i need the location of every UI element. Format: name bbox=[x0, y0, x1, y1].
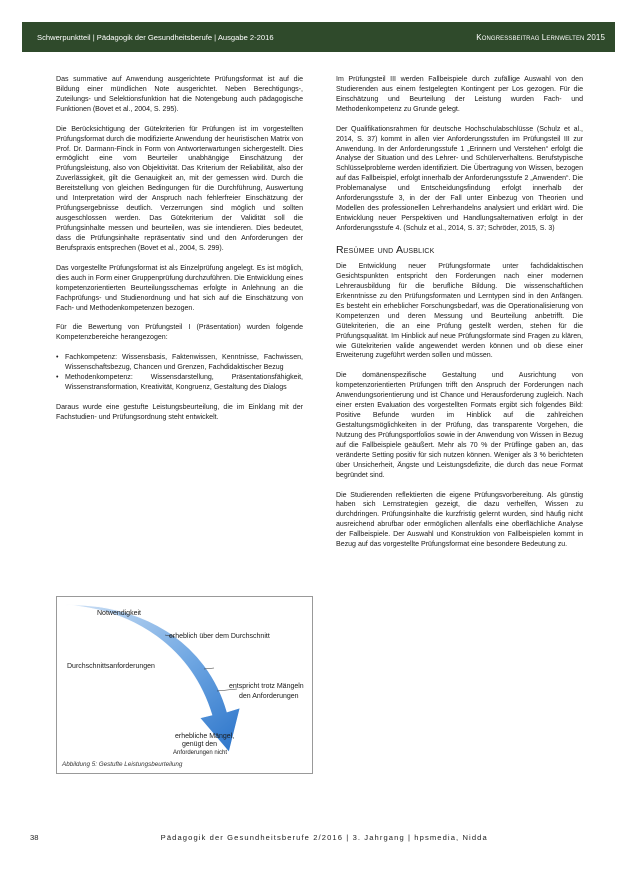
figure-graded-assessment bbox=[56, 596, 313, 774]
right-paragraph-3: Die Entwicklung neuer Prüfungsformate unter fachdidaktischen Gesichtspunkten entspricht den Forderungen nach einer modernen Lehrerausbildung für die berufliche Bildung. Die wissenschaftlichen Erkenntnisse zu den Prüfungsformaten und Lerntypen sind in den Anfängen. Es besteht ein erheblicher Forschungsbedarf, was die Operationalisierung von Kompetenzen und deren Messung und Beurteilung anbetrifft. Die Gütekriterien, die an eine Prüfung gestellt werden, stehen für die Prüfungsqualität. Im Hinblick auf neue Prüfungsformate sind Fragen zu klären, wie Gütekriterien valide angewendet werden können und ob diese einer Erweiterung zugeführt werden sollen und müssen. bbox=[336, 262, 583, 360]
footer-year: 3. Jahrgang bbox=[352, 832, 405, 842]
figure-label-insufficient-1: erhebliche Mängel, bbox=[175, 733, 235, 740]
left-paragraph-1: Das summative auf Anwendung ausgerichtete Prüfungsformat ist auf die Bildung einer mündlichen Note ausgerichtet. Neben Berechtigungs-, Zuteilungs- und Selektionsfunktion hat die Notengebung auch pädagogische Funktionen (Bovet et al., 2004, S. 295). bbox=[56, 76, 303, 113]
list-item-fachkompetenz: • Fachkompetenz: Wissensbasis, Faktenwissen, Kenntnisse, Fachwissen, Wissenschaftsbezug, Chancen und Grenzen, Fachdidaktischer Bezug bbox=[56, 353, 303, 373]
left-paragraph-4: Für die Bewertung von Prüfungsteil I (Präsentation) wurden folgende Kompetenzbereiche herangezogen: bbox=[56, 324, 303, 342]
left-column bbox=[56, 75, 303, 432]
list-item-methodenkompetenz: • Methodenkompetenz: Wissensdarstellung, Präsentationsfähigkeit, Wissenstransformation, Kreativität, Kongruenz, Gestaltung des Dialogs bbox=[56, 373, 303, 393]
header-article-type: Kongressbeitrag Lernwelten 2015 bbox=[476, 32, 605, 42]
header-section-info: Schwerpunktteil | Pädagogik der Gesundheitsberufe | Ausgabe 2-2016 bbox=[37, 32, 274, 42]
figure-label-average: Durchschnittsanforderungen bbox=[67, 663, 155, 670]
figure-label-insufficient-3: Anforderungen nicht bbox=[173, 750, 228, 756]
footer-publication-info bbox=[161, 833, 488, 842]
right-paragraph-1: Im Prüfungsteil III werden Fallbeispiele durch zufällige Auswahl von den Studierenden aus einem festgelegten Kontingent per Los gezogen. Für die Einschätzung und Beurteilung der Leistung wurden Fach- und Methodenkompetenz zu Grunde gelegt. bbox=[336, 76, 583, 113]
right-paragraph-2: Der Qualifikationsrahmen für deutsche Hochschulabschlüsse (Schulz et al., 2014, S. 37) kommt in allen vier Anforderungsstufen im Prüfungsteil III zur Anwendung. In der Anforderungsstufe 1 „Erinnern und Verstehen“ erfolgt die Analyse der Situation und des Lehrer- und Schülerverhaltens. Berufstypische Schlüsselprobleme werden identifiziert. Die Übertragung von Wissen, bezogen auf das Fallbeispiel, erfolgt innerhalb der Anforderungsstufe 2 „Anwenden“. Die Problemanalyse und Entscheidungsfindung erfolgt innerhalb der Anforderungsstufe 3, in der der Fall unter Einbezug von Theorien und Modellen des professionellen Lehrerhandelns analysiert und erklärt wird. Die Entwicklung neuer Perspektiven und Handlungsalternativen erfolgt in der Anforderungsstufe 4. (Schulz et al., 2014, S. 37; Schröder, 2015, S. 3) bbox=[336, 125, 583, 233]
right-column bbox=[336, 75, 583, 560]
page-header bbox=[22, 22, 615, 52]
figure-label-insufficient-2: genügt den bbox=[182, 741, 218, 748]
section-title-summary: Resümee und Ausblick bbox=[336, 243, 435, 256]
figure-label-top: Notwendigkeit bbox=[97, 610, 141, 617]
left-paragraph-2: Die Berücksichtigung der Gütekriterien für Prüfungen ist im vorgestellten Prüfungsformat durch die modifizierte Anwendung der heuristischen Matrix von Prof. Dr. Darmann-Finck in Form von Antworterwartungen sichergestellt. Dies ermöglicht eine vom Beurteiler unabhängige Einschätzung der Prüfungsleistung, also von Objektivität. Das Kriterium der Reliabilität, also der Zuverlässigkeit, gilt die Genauigkeit an, mit der gemessen wird. Durch die Bereitstellung von gleichen Bedingungen für die Durchführung, Auswertung und Interpretation wird der Anspruch nach fehlerfreier Einschätzung der Prüfungsergebnisse deutlich. Verzerrungen sind möglich und sollten ausgeschlossen werden. Das Gütekriterium der Validität soll die Prüfungsinhalte messen und beurteilen, was sie intendieren. Dies bedeutet, dass die Prüfungsinhalte repräsentativ sind und den Anforderungen der Berufspraxis entsprechen (Bovet et al., 2004, S. 299). bbox=[56, 125, 303, 253]
competence-list bbox=[56, 353, 303, 393]
footer-separator: | bbox=[408, 832, 412, 842]
footer-publisher: hpsmedia, Nidda bbox=[414, 832, 488, 842]
figure-label-meets-with-flaws-1: entspricht trotz Mängeln bbox=[229, 683, 304, 690]
footer-separator: | bbox=[346, 832, 350, 842]
figure-label-meets-with-flaws-2: den Anforderungen bbox=[239, 693, 299, 700]
footer-journal: Pädagogik der Gesundheitsberufe 2/2016 bbox=[160, 832, 344, 842]
right-paragraph-4: Die domänenspezifische Gestaltung und Ausrichtung von kompetenzorientierten Prüfungen trifft den Anspruch der Forderungen nach Anwendungsorientierung und ist Chance und Herausforderung zugleich. Nach einer ersten Evaluation des vorgestellten Formats ergibt sich folgendes Bild: Positive Befunde wurden im Hinblick auf die zahlreichen Gestaltungsmöglichkeiten in der Prüfung, das transparente Vorgehen, die Nutzung des Prüfungsportfolios sowie in der Anwendung von Wissen in Bezug auf die Fallbeispiele geäußert. Mehr als 70 % der Prüflinge gaben an, das veränderte Setting positiv für sich nutzen können. Weniger als 3 % berichteten über Unsicherheit, Ängste und Leistungsdefizite, die durch das neue Format begründet sind. bbox=[336, 372, 583, 479]
right-paragraph-5: Die Studierenden reflektierten die eigene Prüfungsvorbereitung. Als günstig haben sich Lernstrategien gezeigt, die dazu verhelfen, Wissen zu durchdringen. Prüfungsinhalte die kurzfristig gelernt wurden, sind häufig nicht ausreichend abrufbar oder ermöglichen allenfalls eine oberflächliche Analyse der Fallbeispiele. Der Auswahl und Konstruktion von Fallbeispielen kommt in Bezug auf das vorgestellte Prüfungsformat eine besondere Bedeutung zu. bbox=[336, 491, 583, 549]
page-number: 38 bbox=[30, 832, 39, 842]
left-paragraph-3: Das vorgestellte Prüfungsformat ist als Einzelprüfung angelegt. Es ist möglich, dies auch in Form einer Gruppenprüfung durchzuführen. Die Entwicklung eines kompetenzorientierten Beurteilungsschemas erfolgte in Anlehnung an die Fachprüfungs- und Studienordnung und hat sich auf die Einschätzung von Fach- und Methodenkompetenzen bezogen. bbox=[56, 264, 303, 312]
page-footer bbox=[30, 831, 610, 843]
figure-caption: Abbildung 5: Gestufte Leistungsbeurteilung bbox=[62, 761, 183, 768]
figure-label-above-average: erheblich über dem Durchschnitt bbox=[169, 633, 270, 640]
arrow-shape bbox=[65, 605, 240, 752]
left-paragraph-5: Daraus wurde eine gestufte Leistungsbeurteilung, die im Einklang mit der Fachstudien- und Prüfungsordnung steht entwickelt. bbox=[56, 403, 303, 421]
